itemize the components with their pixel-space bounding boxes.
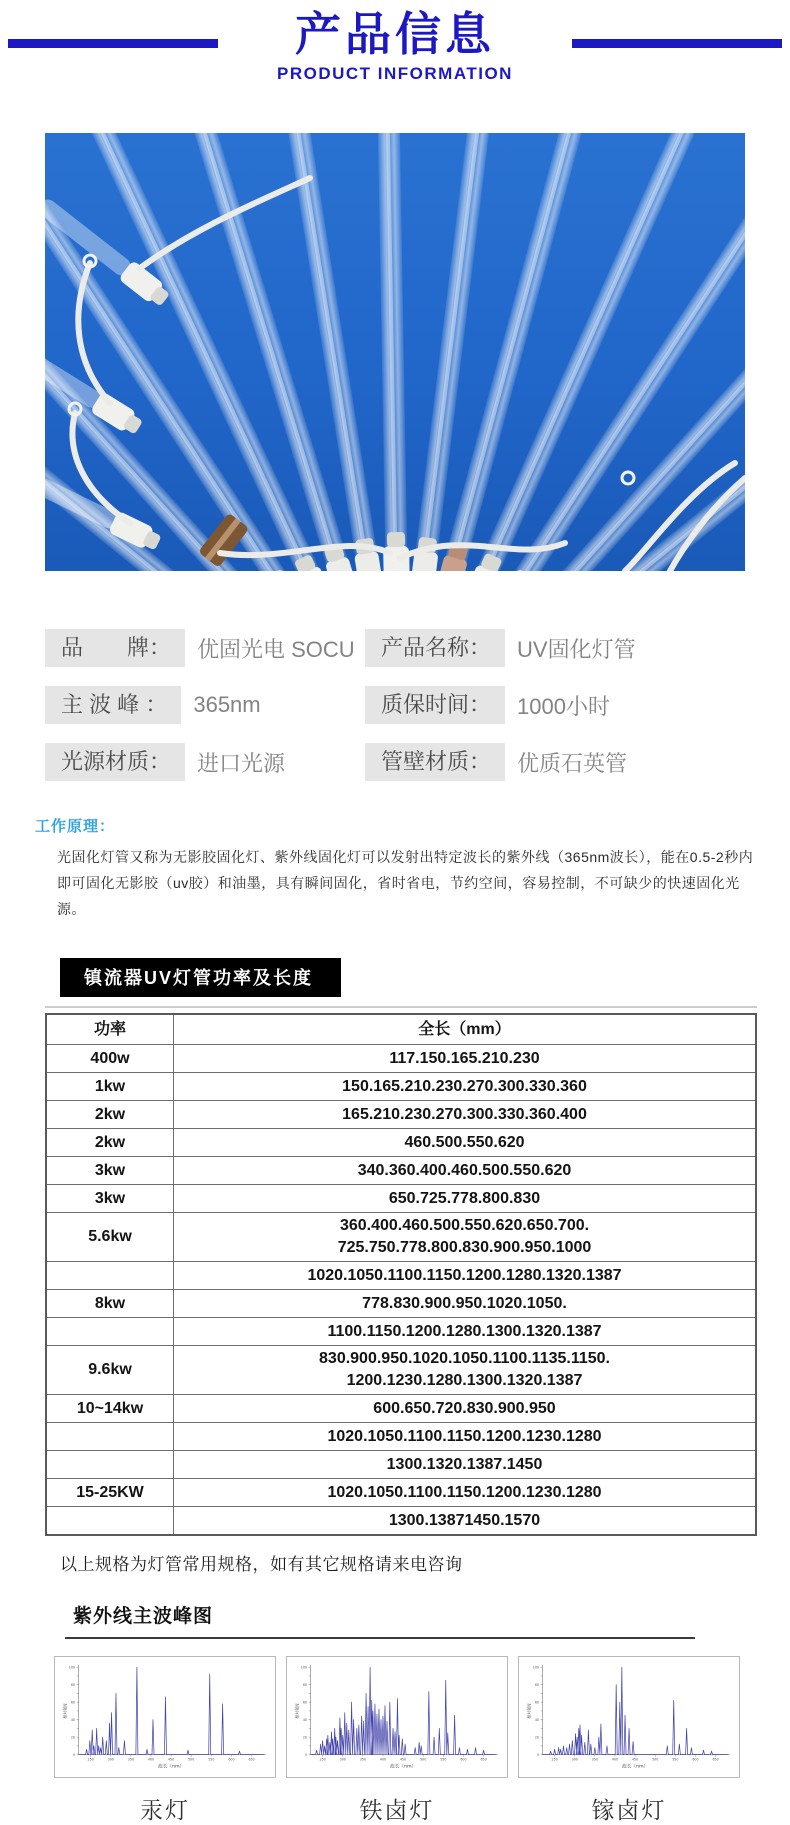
svg-text:波长（nm）: 波长（nm）	[158, 1764, 185, 1770]
cell-length: 117.150.165.210.230	[174, 1045, 757, 1073]
cell-length: 1300.1320.1387.1450	[174, 1451, 757, 1479]
cell-power: 400w	[46, 1045, 174, 1073]
svg-text:20: 20	[70, 1735, 75, 1740]
spec-brand-value: 优固光电 SOCU	[197, 636, 355, 662]
spec-brand-label: 品 牌：	[45, 629, 185, 667]
spec-brand	[45, 629, 365, 667]
label-gallium-halide-lamp: 镓卤灯	[591, 1797, 667, 1823]
cell-power: 2kw	[46, 1129, 174, 1157]
spec-product-name-value: UV固化灯管	[517, 636, 636, 662]
cell-length: 600.650.720.830.900.950	[174, 1395, 757, 1423]
spectrum-panel-mercury	[54, 1656, 276, 1778]
table-row	[46, 1507, 756, 1536]
svg-text:600: 600	[460, 1757, 467, 1762]
table-row	[46, 1479, 756, 1507]
table-row	[46, 1101, 756, 1129]
table-row	[46, 1185, 756, 1213]
table-header-row	[46, 1014, 756, 1045]
spec-peak-wavelength-label: 主 波 峰 ：	[45, 686, 181, 724]
spectrum-panel-iron-halide	[286, 1656, 508, 1778]
svg-text:250: 250	[87, 1757, 94, 1762]
svg-text:300: 300	[339, 1757, 346, 1762]
svg-text:40: 40	[534, 1717, 539, 1722]
cell-power	[46, 1423, 174, 1451]
cell-power	[46, 1262, 174, 1290]
svg-text:20: 20	[534, 1735, 539, 1740]
svg-text:250: 250	[319, 1757, 326, 1762]
svg-text:波长（nm）: 波长（nm）	[622, 1764, 649, 1770]
spectrum-panel-labels	[54, 1792, 790, 1825]
cell-power: 5.6kw	[46, 1213, 174, 1262]
col-header-power: 功率	[46, 1014, 174, 1045]
spec-grid	[45, 629, 757, 781]
header-rule-left	[8, 39, 218, 48]
svg-text:350: 350	[591, 1757, 598, 1762]
svg-text:相对强度: 相对强度	[294, 1703, 300, 1719]
table-row	[46, 1213, 756, 1262]
page-subtitle: PRODUCT INFORMATION	[277, 64, 513, 83]
spec-peak-wavelength	[45, 686, 365, 724]
svg-text:600: 600	[228, 1757, 235, 1762]
svg-text:650: 650	[712, 1757, 719, 1762]
svg-text:450: 450	[167, 1757, 175, 1762]
cell-power	[46, 1507, 174, 1536]
cell-power: 8kw	[46, 1290, 174, 1318]
table-title-bar: 镇流器UV灯管功率及长度	[60, 958, 341, 997]
cell-length: 778.830.900.950.1020.1050.	[174, 1290, 757, 1318]
svg-text:650: 650	[248, 1757, 255, 1762]
svg-text:400: 400	[611, 1757, 619, 1762]
mercury-spectrum-chart	[55, 1657, 275, 1777]
gallium-halide-spectrum-chart	[519, 1657, 739, 1777]
working-principle-heading: 工作原理：	[35, 818, 116, 835]
svg-text:350: 350	[359, 1757, 366, 1762]
table-row	[46, 1346, 756, 1395]
spectrum-panel-gallium-halide	[518, 1656, 740, 1778]
svg-text:400: 400	[379, 1757, 387, 1762]
svg-text:650: 650	[480, 1757, 487, 1762]
col-header-length: 全长（mm）	[174, 1014, 757, 1045]
table-top-rule	[45, 1006, 757, 1008]
cell-length: 1020.1050.1100.1150.1200.1280.1320.1387	[174, 1262, 757, 1290]
cell-length: 1020.1050.1100.1150.1200.1230.1280	[174, 1479, 757, 1507]
svg-text:20: 20	[302, 1735, 307, 1740]
table-row	[46, 1423, 756, 1451]
table-row	[46, 1129, 756, 1157]
spec-product-name	[365, 629, 757, 667]
spec-tube-wall-material-label: 管壁材质：	[365, 743, 505, 781]
spec-light-source-material-label: 光源材质：	[45, 743, 185, 781]
svg-text:250: 250	[551, 1757, 558, 1762]
cell-length: 165.210.230.270.300.330.360.400	[174, 1101, 757, 1129]
table-row	[46, 1395, 756, 1423]
table-row	[46, 1073, 756, 1101]
svg-text:0: 0	[304, 1752, 307, 1757]
table-row	[46, 1451, 756, 1479]
svg-text:波长（nm）: 波长（nm）	[390, 1764, 417, 1770]
cell-power: 15-25KW	[46, 1479, 174, 1507]
svg-text:550: 550	[440, 1757, 447, 1762]
svg-text:80: 80	[70, 1682, 75, 1687]
svg-text:450: 450	[399, 1757, 407, 1762]
spec-warranty-label: 质保时间：	[365, 686, 505, 724]
svg-text:600: 600	[692, 1757, 699, 1762]
svg-text:40: 40	[70, 1717, 75, 1722]
svg-text:100: 100	[300, 1665, 307, 1670]
uv-peaks-heading: 紫外线主波峰图	[65, 1601, 695, 1639]
cell-power: 3kw	[46, 1157, 174, 1185]
table-row	[46, 1318, 756, 1346]
spec-warranty	[365, 686, 757, 724]
cell-power: 10~14kw	[46, 1395, 174, 1423]
spec-light-source-material	[45, 743, 365, 781]
cell-power	[46, 1318, 174, 1346]
label-iron-halide-lamp: 铁卤灯	[359, 1797, 435, 1823]
spec-light-source-material-value: 进口光源	[197, 750, 286, 776]
header-rule-right	[572, 39, 782, 48]
cell-power: 3kw	[46, 1185, 174, 1213]
svg-text:100: 100	[532, 1665, 539, 1670]
spec-tube-wall-material	[365, 743, 757, 781]
svg-text:80: 80	[302, 1682, 307, 1687]
svg-text:550: 550	[208, 1757, 215, 1762]
svg-text:60: 60	[302, 1700, 307, 1705]
cell-power: 9.6kw	[46, 1346, 174, 1395]
spec-peak-wavelength-value: 365nm	[193, 692, 261, 717]
table-row	[46, 1045, 756, 1073]
iron-halide-spectrum-chart	[287, 1657, 507, 1777]
cell-length: 1300.13871450.1570	[174, 1507, 757, 1536]
spec-product-name-label: 产品名称：	[365, 629, 505, 667]
svg-text:500: 500	[652, 1757, 659, 1762]
cell-length: 1100.1150.1200.1280.1300.1320.1387	[174, 1318, 757, 1346]
svg-text:60: 60	[534, 1700, 539, 1705]
cell-length: 360.400.460.500.550.620.650.700. 725.750.778.800.830.900.950.1000	[174, 1213, 757, 1262]
spec-warranty-value: 1000小时	[517, 693, 610, 719]
svg-text:相对强度: 相对强度	[62, 1703, 68, 1719]
svg-text:0: 0	[536, 1752, 539, 1757]
working-principle-text: 光固化灯管又称为无影胶固化灯、紫外线固化灯可以发射出特定波长的紫外线（365nm波长），能在0.5-2秒内即可固化无影胶（uv胶）和油墨，具有瞬间固化，省时省电，节约空间，容易控制，不可缺少的快速固化光源。	[57, 849, 754, 917]
svg-text:100: 100	[68, 1665, 75, 1670]
spectrum-panels	[54, 1656, 790, 1778]
svg-text:40: 40	[302, 1717, 307, 1722]
cell-length: 830.900.950.1020.1050.1100.1135.1150. 1200.1230.1280.1300.1320.1387	[174, 1346, 757, 1395]
svg-text:350: 350	[127, 1757, 134, 1762]
svg-text:500: 500	[188, 1757, 195, 1762]
working-principle-section	[35, 815, 765, 922]
cell-length: 1020.1050.1100.1150.1200.1230.1280	[174, 1423, 757, 1451]
svg-text:500: 500	[420, 1757, 427, 1762]
svg-text:0: 0	[72, 1752, 75, 1757]
cell-power: 2kw	[46, 1101, 174, 1129]
svg-text:60: 60	[70, 1700, 75, 1705]
cell-power	[46, 1451, 174, 1479]
svg-text:400: 400	[147, 1757, 155, 1762]
label-mercury-lamp: 汞灯	[140, 1797, 190, 1823]
cell-length: 650.725.778.800.830	[174, 1185, 757, 1213]
table-row	[46, 1290, 756, 1318]
svg-text:450: 450	[631, 1757, 639, 1762]
svg-text:相对强度: 相对强度	[526, 1703, 532, 1719]
spec-note: 以上规格为灯管常用规格，如有其它规格请来电咨询	[60, 1555, 463, 1574]
cell-length: 340.360.400.460.500.550.620	[174, 1157, 757, 1185]
spec-tube-wall-material-value: 优质石英管	[517, 750, 628, 776]
power-length-table	[45, 1013, 757, 1536]
table-row	[46, 1157, 756, 1185]
cell-length: 460.500.550.620	[174, 1129, 757, 1157]
table-row	[46, 1262, 756, 1290]
product-photo	[45, 133, 745, 571]
cell-power: 1kw	[46, 1073, 174, 1101]
power-length-table-body	[46, 1045, 756, 1536]
svg-text:80: 80	[534, 1682, 539, 1687]
page-title: 产品信息	[295, 8, 495, 60]
svg-text:300: 300	[571, 1757, 578, 1762]
svg-text:550: 550	[672, 1757, 679, 1762]
cell-length: 150.165.210.230.270.300.330.360	[174, 1073, 757, 1101]
svg-text:300: 300	[107, 1757, 114, 1762]
page-header	[0, 0, 790, 102]
